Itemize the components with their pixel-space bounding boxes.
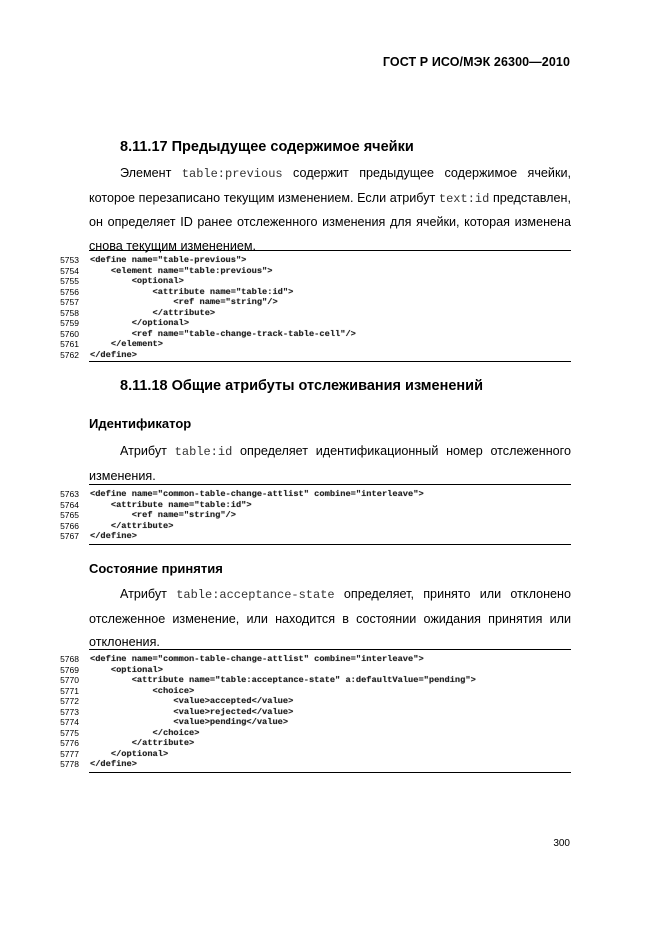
line-number: 5754 — [60, 265, 79, 276]
code-text: </define> — [90, 531, 137, 541]
paragraph-line: изменения. — [89, 468, 156, 483]
code-text: <attribute name="table:acceptance-state" a:defaultValue="pending"> — [90, 675, 476, 685]
code-line — [51, 521, 571, 532]
rule-bottom — [89, 772, 571, 773]
paragraph-previous — [89, 162, 571, 258]
code-text: <value>rejected</value> — [90, 706, 294, 717]
paragraph-line: снова текущим изменением. — [89, 238, 257, 253]
code-line — [51, 738, 571, 749]
code-text: <value>accepted</value> — [90, 696, 294, 706]
line-number: 5770 — [60, 675, 79, 685]
line-number: 5772 — [60, 696, 79, 706]
code-line — [51, 686, 571, 697]
text: представлен, — [489, 190, 571, 205]
code-text: <define name="common-table-change-attlist" combine="interleave"> — [90, 654, 424, 664]
code-text: </choice> — [90, 727, 200, 738]
code-line — [51, 717, 571, 728]
code-line — [51, 759, 571, 770]
line-number: 5758 — [60, 307, 79, 318]
line-number: 5778 — [60, 759, 79, 769]
code-line — [51, 707, 571, 718]
code-line — [51, 665, 571, 676]
line-number: 5769 — [60, 664, 79, 675]
code-line — [51, 350, 571, 361]
paragraph-line — [89, 583, 571, 608]
line-number: 5762 — [60, 349, 79, 360]
line-number: 5755 — [60, 276, 79, 286]
code-text: <attribute name="table:id"> — [90, 499, 252, 510]
paragraph-line — [89, 440, 571, 465]
line-number: 5777 — [60, 748, 79, 759]
inline-code: table:acceptance-state — [176, 588, 335, 602]
text: которое перезаписано текущим изменением. Если атрибут — [89, 190, 439, 205]
code-block-identifier — [51, 484, 571, 545]
code-text: <ref name="string"/> — [90, 510, 236, 520]
rule-bottom — [89, 544, 571, 545]
line-number: 5764 — [60, 499, 79, 510]
code-line — [51, 266, 571, 277]
code-block-previous — [51, 250, 571, 362]
paragraph-line: отклонения. — [89, 635, 160, 649]
code-line — [51, 675, 571, 686]
code-text: </attribute> — [90, 307, 216, 318]
code-text: <optional> — [90, 664, 163, 675]
code-line — [51, 308, 571, 319]
code-text: <define name="common-table-change-attlist" combine="interleave"> — [90, 489, 424, 499]
code-line — [51, 500, 571, 511]
paragraph-line — [89, 187, 571, 212]
section-heading-previous: 8.11.17 Предыдущее содержимое ячейки — [120, 139, 414, 155]
document-header: ГОСТ Р ИСО/МЭК 26300—2010 — [382, 55, 570, 69]
code-text: </element> — [90, 339, 163, 349]
text: определяет идентификационный номер отслеженного — [232, 444, 571, 458]
code-block-acceptance-state — [51, 649, 571, 773]
text: Атрибут — [120, 587, 177, 601]
code-line — [51, 339, 571, 350]
line-number: 5767 — [60, 531, 79, 541]
paragraph-line: отслеженное изменение, или находится в состоянии ожидания принятия или — [89, 611, 571, 626]
paragraph-acceptance-state — [89, 583, 571, 655]
line-number: 5771 — [60, 685, 79, 696]
line-number: 5756 — [60, 286, 79, 297]
code-text: </attribute> — [90, 738, 195, 748]
rule-top — [89, 649, 571, 650]
line-number: 5775 — [60, 727, 79, 738]
code-text: </optional> — [90, 748, 169, 759]
code-line — [51, 255, 571, 266]
code-text: <choice> — [90, 685, 195, 696]
line-number: 5773 — [60, 706, 79, 717]
line-number: 5768 — [60, 654, 79, 664]
code-text: <value>pending</value> — [90, 717, 289, 727]
code-text: </define> — [90, 759, 137, 769]
rule-top — [89, 250, 571, 251]
text: Атрибут — [120, 444, 175, 458]
inline-code: table:id — [174, 445, 233, 459]
line-number: 5766 — [60, 520, 79, 531]
paragraph-line: он определяет ID ранее отслеженного изменения для ячейки, которая изменена — [89, 215, 571, 229]
line-number: 5776 — [60, 738, 79, 748]
code-line — [51, 297, 571, 308]
text: Элемент — [120, 166, 182, 180]
paragraph-line — [89, 162, 571, 187]
text: содержит предыдущее содержимое ячейки, — [282, 166, 571, 180]
line-number: 5765 — [60, 510, 79, 520]
code-text: <ref name="string"/> — [90, 297, 278, 307]
rule-top — [89, 484, 571, 485]
section-heading-common-attributes: 8.11.18 Общие атрибуты отслеживания изменений — [120, 378, 484, 394]
text: определяет, принято или отклонено — [334, 587, 571, 601]
code-line — [51, 654, 571, 665]
code-text: <ref name="table-change-track-table-cell"/> — [90, 328, 356, 339]
code-line — [51, 318, 571, 329]
rule-bottom — [89, 361, 571, 362]
subheading-acceptance-state: Состояние принятия — [89, 561, 223, 576]
line-number: 5760 — [60, 328, 79, 339]
line-number: 5774 — [60, 717, 79, 727]
line-number: 5763 — [60, 489, 79, 499]
code-line — [51, 276, 571, 287]
line-number: 5759 — [60, 318, 79, 328]
code-line — [51, 728, 571, 739]
code-line — [51, 489, 571, 500]
code-line — [51, 531, 571, 542]
code-line — [51, 696, 571, 707]
code-text: <optional> — [90, 276, 184, 286]
line-number: 5753 — [60, 255, 79, 265]
line-number: 5757 — [60, 297, 79, 307]
code-text: <define name="table-previous"> — [90, 255, 247, 265]
code-text: </optional> — [90, 318, 190, 328]
paragraph-identifier — [89, 440, 571, 488]
subheading-identifier: Идентификатор — [89, 416, 192, 431]
code-line — [51, 329, 571, 340]
page-number: 300 — [553, 838, 570, 849]
code-text: <element name="table:previous"> — [90, 265, 273, 276]
code-line — [51, 287, 571, 298]
code-line — [51, 749, 571, 760]
code-line — [51, 510, 571, 521]
inline-code: table:previous — [181, 167, 283, 181]
line-number: 5761 — [60, 339, 79, 349]
code-text: <attribute name="table:id"> — [90, 286, 294, 297]
inline-code: text:id — [438, 191, 490, 206]
code-text: </attribute> — [90, 520, 174, 531]
code-text: </define> — [90, 349, 137, 360]
